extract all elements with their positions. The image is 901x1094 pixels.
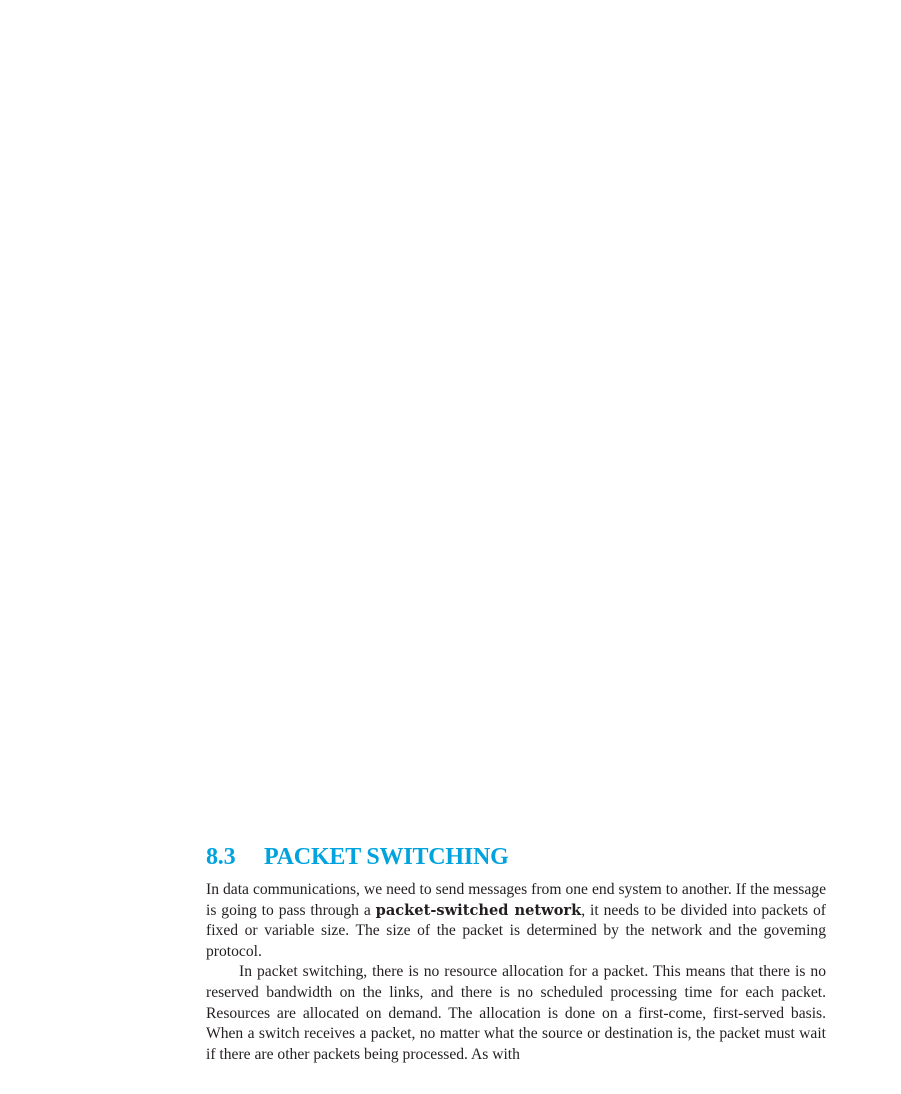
paragraph-1-text-end: , it needs to be divided into packets of fixed or variable size. The size of the packet is determined by the network and the goveming protocol. <box>206 901 826 960</box>
section-number: 8.3 <box>206 844 236 870</box>
section-title: PACKET SWITCHING <box>264 844 509 870</box>
paragraph-2: In packet switching, there is no resource allocation for a packet. This means that there is no reserved bandwidth on the links, and there is no scheduled processing time for each packet. Resources are allocated on demand. The allocation is done on a first-come, first-served basis. When a switch receives a packet, no matter what the source or destination is, the packet must wait if there are other packets being processed. As with <box>206 963 826 1063</box>
section-packet-switching <box>206 842 826 1065</box>
key-term: packet-switched network <box>375 901 582 919</box>
paragraph-1-text-start: In data communications, we need to send messages from one end system to another. If the message is going to pass through a <box>206 881 826 919</box>
paragraph-1 <box>206 880 826 962</box>
section-heading <box>206 842 826 872</box>
